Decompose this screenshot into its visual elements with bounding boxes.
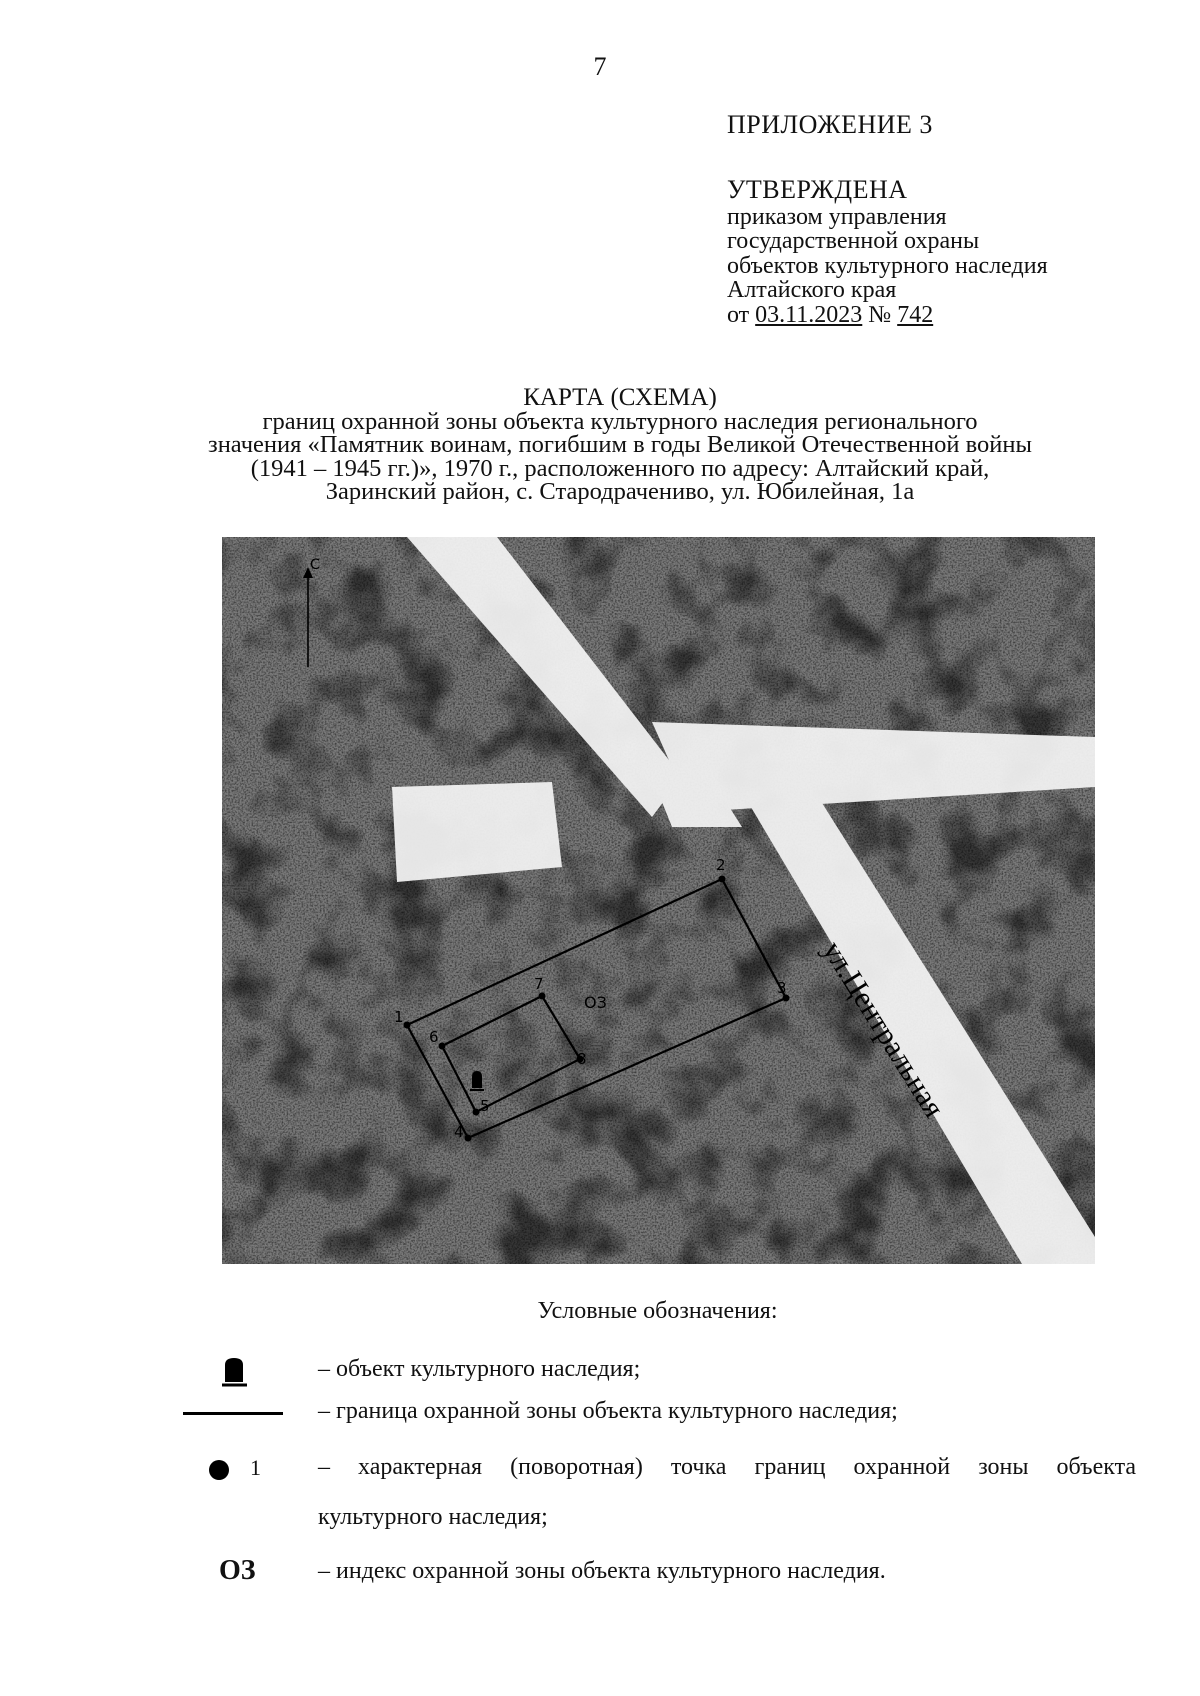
zone-index-label: ОЗ <box>584 993 607 1012</box>
number-prefix: № <box>868 301 892 328</box>
point-dot-icon <box>209 1460 229 1480</box>
point-label-5: 5 <box>480 1097 490 1115</box>
boundary-line-icon <box>183 1412 283 1415</box>
road-west <box>392 782 562 882</box>
approval-line: Алтайского края <box>727 277 897 303</box>
turning-point-4 <box>465 1135 472 1142</box>
point-label-1: 1 <box>394 1008 404 1026</box>
approval-line: объектов культурного наследия <box>727 252 1048 279</box>
legend-item-text: – объект культурного наследия; <box>318 1356 641 1382</box>
approval-number: 742 <box>897 301 934 328</box>
heading-line: значения «Памятник воинам, погибшим в годы Великой Отечественной войны <box>208 431 1032 458</box>
approval-date-line <box>727 303 1048 328</box>
page-number: 7 <box>593 52 607 81</box>
approval-line: государственной охраны <box>727 228 980 254</box>
monument-icon <box>221 1356 249 1388</box>
heading-line: границ охранной зоны объекта культурного наследия регионального <box>262 407 978 435</box>
aerial-map <box>222 537 1095 1264</box>
legend-item-text: – граница охранной зоны объекта культурного наследия; <box>318 1398 898 1424</box>
legend-item-text: – индекс охранной зоны объекта культурного наследия. <box>318 1558 886 1584</box>
legend-point-symbol: 1 <box>250 1455 261 1480</box>
heading-line: (1941 – 1945 гг.)», 1970 г., расположенного по адресу: Алтайский край, <box>250 454 990 482</box>
approval-title: УТВЕРЖДЕНА <box>727 175 908 204</box>
approval-line: приказом управления <box>727 203 947 230</box>
legend-title: Условные обозначения: <box>537 1298 778 1324</box>
monument-marker <box>472 1071 482 1088</box>
document-title: КАРТА (СХЕМА) <box>523 384 717 411</box>
zone-index-symbol: ОЗ <box>219 1555 256 1586</box>
turning-point-1 <box>404 1022 411 1029</box>
monument-icon-shape <box>225 1358 243 1382</box>
point-label-6: 6 <box>429 1028 439 1046</box>
turning-point-7 <box>539 993 546 1000</box>
turning-point-6 <box>439 1043 446 1050</box>
point-label-3: 3 <box>777 979 787 997</box>
approval-block <box>727 175 1048 328</box>
heading-line: Заринский район, с. Стародрачениво, ул. Юбилейная, 1а <box>325 478 915 505</box>
legend-item-text-continued: культурного наследия; <box>318 1504 548 1530</box>
date-prefix: от <box>727 301 750 328</box>
point-label-2: 2 <box>716 856 726 874</box>
point-label-7: 7 <box>534 975 544 993</box>
legend-item-text: – характерная (поворотная) точка границ охранной зоны объекта <box>318 1454 1136 1480</box>
document-heading <box>120 386 1120 504</box>
north-label: С <box>310 557 320 573</box>
appendix-label: ПРИЛОЖЕНИЕ 3 <box>727 110 933 139</box>
approval-date: 03.11.2023 <box>755 301 863 328</box>
point-label-4: 4 <box>454 1123 464 1141</box>
turning-point-5 <box>473 1109 480 1116</box>
street-label: ул.Центральная <box>816 935 951 1124</box>
turning-point-2 <box>719 876 726 883</box>
point-label-8: 8 <box>577 1050 587 1068</box>
